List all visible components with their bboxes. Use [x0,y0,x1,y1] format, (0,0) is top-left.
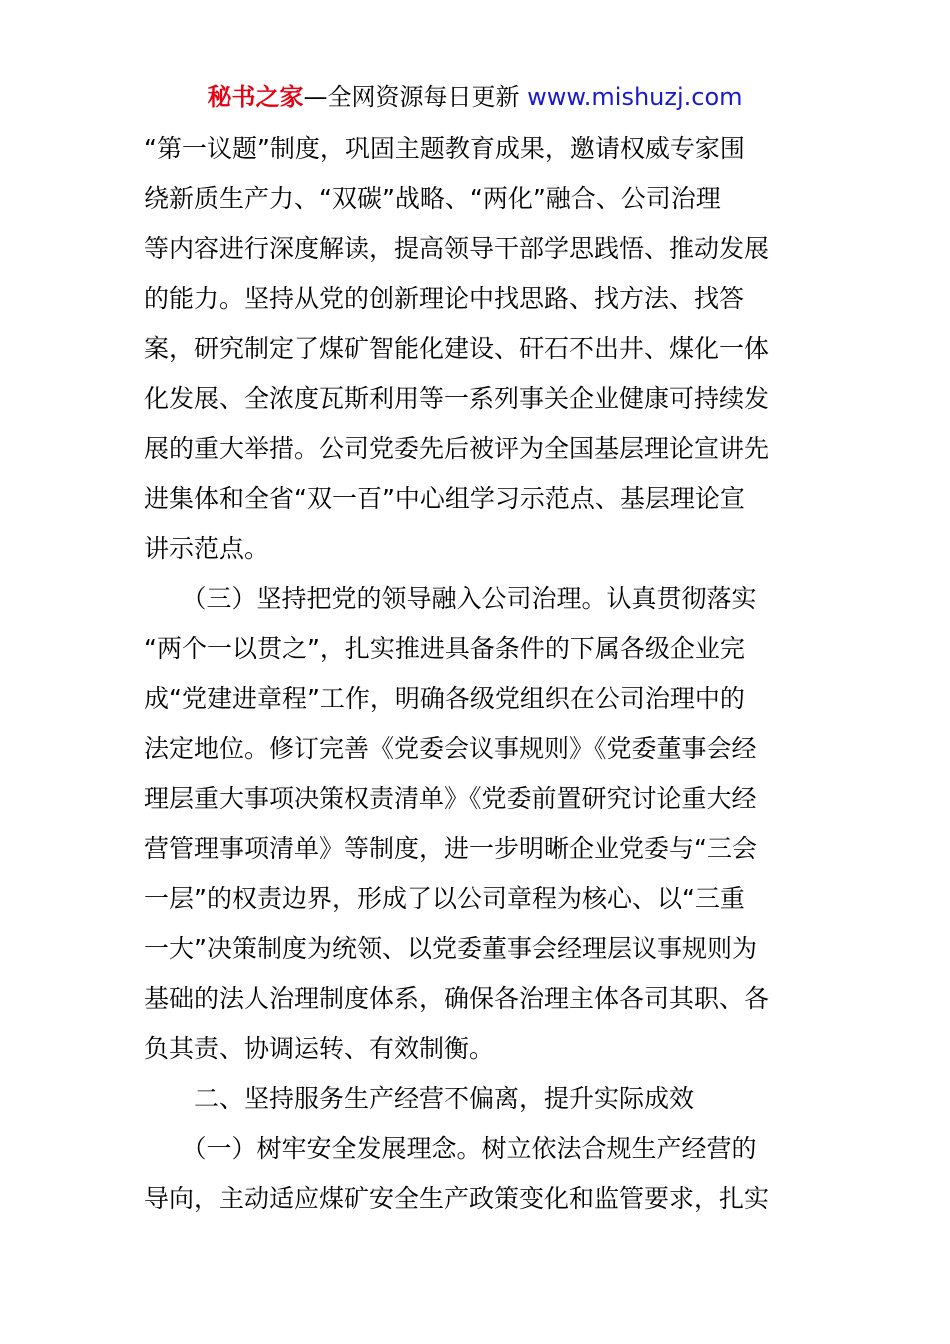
text-line: 绕新质生产力、“双碳”战略、“两化”融合、公司治理 [144,184,721,213]
text-line: 进集体和全省“双一百”中心组学习示范点、基层理论宣 [144,484,745,513]
text-line: 营管理事项清单》等制度，进一步明晰企业党委与“三会 [144,834,757,863]
text-line: 理层重大事项决策权责清单》《党委前置研究讨论重大经 [144,784,757,813]
text-line: “两个一以贯之”，扎实推进具备条件的下属各级企业完 [144,634,745,663]
site-header [0,80,950,114]
text-line: 的能力。坚持从党的创新理论中找思路、找方法、找答 [144,284,745,313]
text-line: 成“党建进章程”工作，明确各级党组织在公司治理中的 [144,684,745,713]
site-url-link[interactable]: www.mishuzj.com [527,83,743,111]
text-line: 一层”的权责边界，形成了以公司章程为核心、以“三重 [144,884,745,913]
text-line: 法定地位。修订完善《党委会议事规则》《党委董事会经 [144,734,757,763]
text-line: 基础的法人治理制度体系，确保各治理主体各司其职、各 [144,984,770,1013]
text-line: 等内容进行深度解读，提高领导干部学思践悟、推动发展 [144,234,770,263]
text-line: “第一议题”制度，巩固主题教育成果，邀请权威专家围 [144,134,745,163]
text-line: （一）树牢安全发展理念。树立依法合规生产经营的 [144,1134,757,1163]
text-line: 讲示范点。 [144,534,270,563]
section-heading: 二、坚持服务生产经营不偏离，提升实际成效 [144,1084,695,1113]
text-line: 展的重大举措。公司党委先后被评为全国基层理论宣讲先 [144,434,770,463]
document-body [144,124,809,1224]
text-line: 负其责、协调运转、有效制衡。 [144,1034,495,1063]
text-line: 一大”决策制度为统领、以党委董事会经理层议事规则为 [144,934,757,963]
text-line: （三）坚持把党的领导融入公司治理。认真贯彻落实 [144,584,757,613]
text-line: 导向，主动适应煤矿安全生产政策变化和监管要求，扎实 [144,1184,770,1213]
brand-name: 秘书之家 [207,83,304,111]
text-line: 案，研究制定了煤矿智能化建设、矸石不出井、煤化一体 [144,334,770,363]
text-line: 化发展、全浓度瓦斯利用等一系列事关企业健康可持续发 [144,384,770,413]
header-tagline: —全网资源每日更新 [303,83,520,111]
